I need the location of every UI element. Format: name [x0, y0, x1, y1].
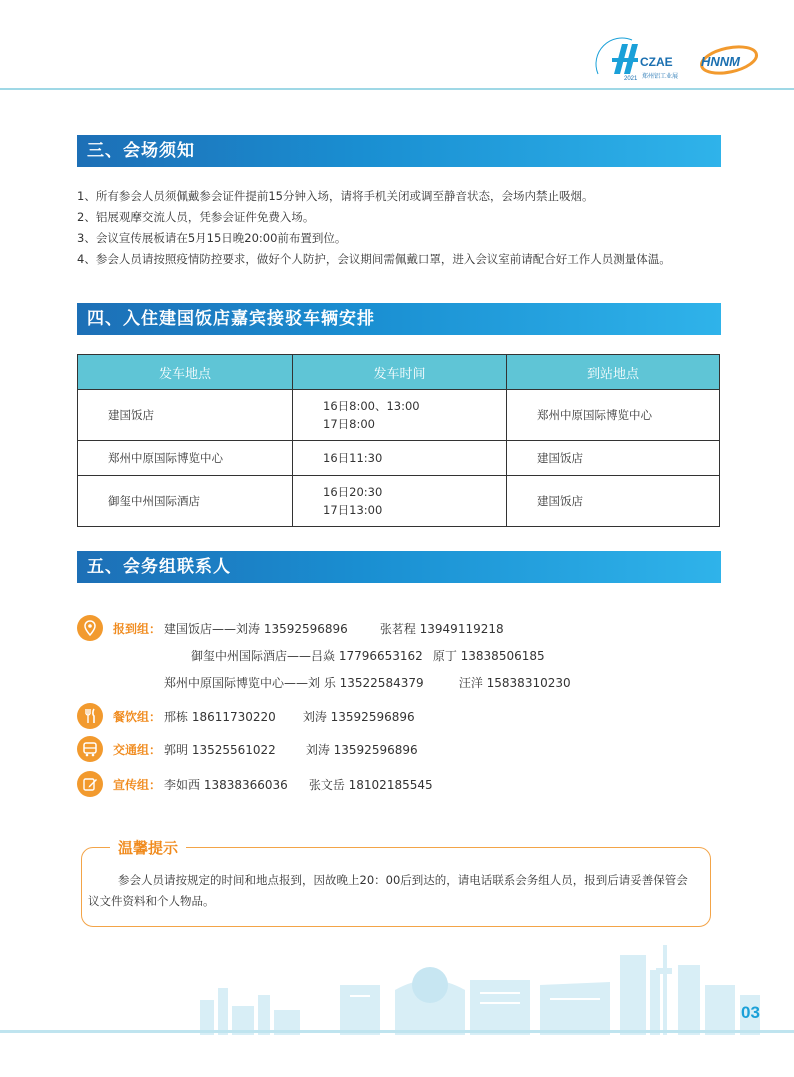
departure-time — [293, 476, 507, 527]
notice-list — [77, 186, 737, 270]
tip-body: 参会人员请按规定的时间和地点报到，因故晚上20：00后到达的，请电话联系会务组人员，报到后请妥善保管会议文件资料和个人物品。 — [88, 873, 688, 908]
edit-pen-icon — [77, 771, 103, 797]
contact-entry: 郑州中原国际博览中心——刘 乐 13522584379 — [164, 676, 424, 690]
departure-place: 建国饭店 — [78, 390, 293, 441]
contact-line — [191, 647, 545, 664]
column-header: 发车地点 — [78, 355, 293, 390]
contact-entry: 刘涛 13592596896 — [302, 710, 415, 724]
group-label: 报到组： — [113, 622, 162, 636]
time-line: 17日8:00 — [323, 417, 375, 431]
page-number: 03 — [741, 1003, 760, 1022]
footer-divider — [0, 1030, 794, 1033]
contact-entry: 御玺中州国际酒店——吕焱 17796653162 — [191, 649, 423, 663]
time-line: 16日20:30 — [323, 485, 383, 499]
group-label: 宣传组： — [113, 778, 162, 792]
catering-group — [77, 703, 717, 731]
table-row — [78, 390, 720, 441]
contact-line — [164, 708, 415, 725]
fork-knife-icon — [77, 703, 103, 729]
contact-entry: 汪洋 15838310230 — [458, 676, 571, 690]
section3-title: 三、会场须知 — [77, 135, 721, 167]
notice-item: 4、参会人员请按照疫情防控要求，做好个人防护，会议期间需佩戴口罩，进入会议室前请配合好工作人员测量体温。 — [77, 252, 671, 266]
contact-line — [164, 674, 571, 691]
departure-place: 御玺中州国际酒店 — [78, 476, 293, 527]
contact-line — [164, 741, 418, 758]
time-line: 16日8:00、13:00 — [323, 399, 420, 413]
notice-item: 1、所有参会人员须佩戴参会证件提前15分钟入场，请将手机关闭或调至静音状态，会场内禁止吸烟。 — [77, 189, 594, 203]
checkin-group — [77, 615, 717, 695]
time-line: 16日11:30 — [323, 451, 383, 465]
departure-time — [293, 441, 507, 476]
section5-title: 五、会务组联系人 — [77, 551, 721, 583]
publicity-group — [77, 771, 717, 799]
tip-title: 温馨提示 — [110, 838, 186, 858]
contact-entry: 郭明 13525561022 — [164, 743, 276, 757]
notice-item: 3、会议宣传展板请在5月15日晚20:00前布置到位。 — [77, 231, 347, 245]
hnnm-logo — [693, 40, 763, 80]
column-header: 发车时间 — [293, 355, 507, 390]
departure-place: 郑州中原国际博览中心 — [78, 441, 293, 476]
arrival-place: 郑州中原国际博览中心 — [507, 390, 720, 441]
departure-time — [293, 390, 507, 441]
contact-entry: 邢栋 18611730220 — [164, 710, 276, 724]
group-label: 交通组： — [113, 743, 162, 757]
czae-logo-year: 2021 — [624, 76, 638, 82]
contact-entry: 建国饭店——刘涛 13592596896 — [164, 622, 348, 636]
table-row — [78, 441, 720, 476]
header-divider — [0, 88, 794, 90]
notice-item: 2、铝展观摩交流人员，凭参会证件免费入场。 — [77, 210, 315, 224]
hnnm-logo-text: HNNM — [701, 54, 740, 69]
group-label: 餐饮组： — [113, 710, 162, 724]
contact-entry: 原丁 13838506185 — [432, 649, 545, 663]
contact-entry: 张茗程 13949119218 — [379, 622, 504, 636]
bus-icon — [77, 736, 103, 762]
section4-title: 四、入住建国饭店嘉宾接驳车辆安排 — [77, 303, 721, 335]
shuttle-table — [77, 354, 720, 527]
contact-entry: 刘涛 13592596896 — [305, 743, 418, 757]
czae-logo-sub: 郑州铝工业展 — [642, 73, 679, 80]
arrival-place: 建国饭店 — [507, 476, 720, 527]
transport-group — [77, 736, 717, 764]
location-pin-icon — [77, 615, 103, 641]
contact-entry: 张文岳 18102185545 — [308, 778, 433, 792]
table-row — [78, 476, 720, 527]
czae-logo — [592, 34, 684, 84]
contact-entry: 李如西 13838366036 — [164, 778, 288, 792]
contact-line — [164, 776, 433, 793]
time-line: 17日13:00 — [323, 503, 383, 517]
czae-logo-text: CZAE — [640, 55, 673, 69]
table-header-row — [78, 355, 720, 390]
city-skyline-illustration — [180, 940, 794, 1035]
column-header: 到站地点 — [507, 355, 720, 390]
contact-line — [164, 620, 504, 637]
arrival-place: 建国饭店 — [507, 441, 720, 476]
